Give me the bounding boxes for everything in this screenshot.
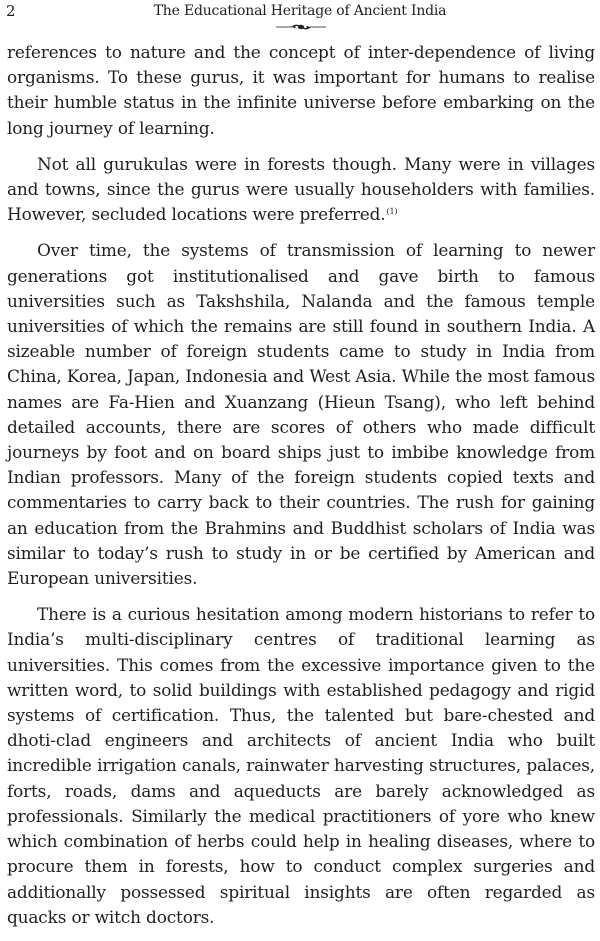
body-text (7, 40, 595, 941)
paragraph-text: There is a curious hesitation among modern historians to refer to India’s multi-disciplinary centres of traditional learning as universities. This comes from the excessive importance given to the written word, to solid buildings with established pedagogy and rigid systems of certification. Thus, the talented but bare-chested and dhoti-clad engineers and architects of ancient India who built incredible irrigation canals, rainwater harvesting structures, palaces, forts, roads, dams and aqueducts are barely acknowledged as professionals. Similarly the medical practitioners of yore who knew which combination of herbs could help in healing diseases, where to procure them in forests, how to conduct complex surgeries and additionally possessed spiritual insights are often regarded as quacks or witch doctors. (7, 604, 595, 927)
paragraph-text: references to nature and the concept of inter-dependence of living organisms. To these gurus, it was important for humans to realise their humble status in the infinite universe before embarking on the long journey of learning. (7, 42, 595, 138)
paragraph-text: Not all gurukulas were in forests though. Many were in villages and towns, since the gurus were usually householders with families. However, secluded locations were preferred. (7, 153, 595, 225)
page-header (0, 0, 600, 34)
paragraph-continued (7, 40, 595, 141)
paragraph-gurukulas (7, 152, 595, 228)
running-title: The Educational Heritage of Ancient India (153, 3, 447, 19)
footnote-reference[interactable]: (1) (386, 206, 398, 216)
paragraph-text: Over time, the systems of transmission of learning to newer generations got institutionalised and gave birth to famous universities such as Takshshila, Nalanda and the famous temple universities of which the remains are still found in southern India. A sizeable number of foreign students came to study in India from China, Korea, Japan, Indonesia and West Asia. While the most famous names are Fa-Hien and Xuanzang (Hieun Tsang), who left behind detailed accounts, there are scores of others who made difficult journeys by foot and on board ships just to imbibe knowledge from Indian professors. Many of the foreign students copied texts and commentaries to carry back to their countries. The rush for gaining an education from the Brahmins and Buddhist scholars of India was similar to today’s rush to study in or be certified by American and European universities. (7, 240, 595, 589)
paragraph-historians (7, 602, 595, 930)
paragraph-universities (7, 238, 595, 591)
page-number: 2 (6, 2, 16, 20)
ornamental-divider-icon (276, 23, 326, 31)
